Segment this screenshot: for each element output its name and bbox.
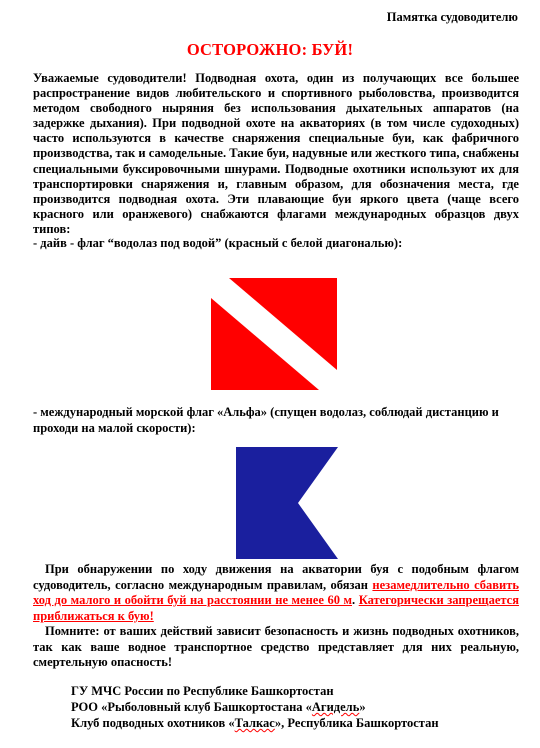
- warning-paragraph: [33, 562, 519, 624]
- signature-line-3-club-name: Талкас: [234, 716, 275, 730]
- signature-line-2: [71, 699, 439, 715]
- dive-flag-image: [211, 278, 337, 390]
- signature-line-3: [71, 715, 439, 731]
- warning-text: При обнаружении по ходу движения на акватории буя с подобным флагом судоводитель, согласно международным правилам, обязан: [33, 562, 519, 592]
- signature-line-2-start: РОО «Рыболовный клуб Башкортостана «: [71, 700, 312, 714]
- header-note: Памятка судоводителю: [386, 10, 518, 24]
- signature-line-3-start: Клуб подводных охотников «: [71, 716, 235, 730]
- page-title: ОСТОРОЖНО: БУЙ!: [186, 40, 354, 59]
- remember-paragraph: Помните: от ваших действий зависит безопасность и жизнь подводных охотников, так как ваше водное транспортное средство представляет для них реальную, смертельную опасность!: [33, 624, 519, 670]
- alpha-flag-blue-swallowtail: [236, 447, 338, 559]
- warning-separator: .: [352, 593, 359, 608]
- signatures-block: [71, 683, 439, 731]
- signature-line-3-end: », Республика Башкортостан: [274, 716, 439, 730]
- signature-line-2-club-name: Агидель: [311, 700, 360, 714]
- signature-line-1: ГУ МЧС России по Республике Башкортостан: [71, 684, 334, 698]
- warning-prohibition: Категорически запрещается приближаться к бую!: [33, 593, 519, 623]
- intro-paragraph: Уважаемые судоводители! Подводная охота, один из получающих все большее распространение видов любительского и спортивного рыболовства, производится методом свободного ныряния без использования дыхательных аппаратов (на задержке дыхания). При подводной охоте на акваториях (в том числе судоходных) часто используются в качестве снаряжения специальные буи, как фабричного производства, так и самодельные. Такие буи, надувные или жесткого типа, снабжены специальными буксировочными шнурами. Подводные охотники используют их для транспортировки снаряжения и, главным образом, для обозначения места, где производится подводная охота. Эти плавающие буи яркого цвета (чаще всего красного или оранжевого) снабжаются флагами международных образцов двух типов:: [33, 71, 519, 236]
- signature-line-2-end: »: [359, 700, 366, 714]
- warning-speed-instruction: незамедлительно сбавить ход до малого и обойти буй на расстоянии не менее 60 м: [33, 577, 519, 608]
- alpha-flag-image: [211, 447, 338, 559]
- bullet-alpha-flag: - международный морской флаг «Альфа» (спущен водолаз, соблюдай дистанцию и проходи на малой скорости):: [33, 405, 499, 435]
- bullet-dive-flag: - дайв - флаг “водолаз под водой” (красный с белой диагональю):: [33, 236, 403, 250]
